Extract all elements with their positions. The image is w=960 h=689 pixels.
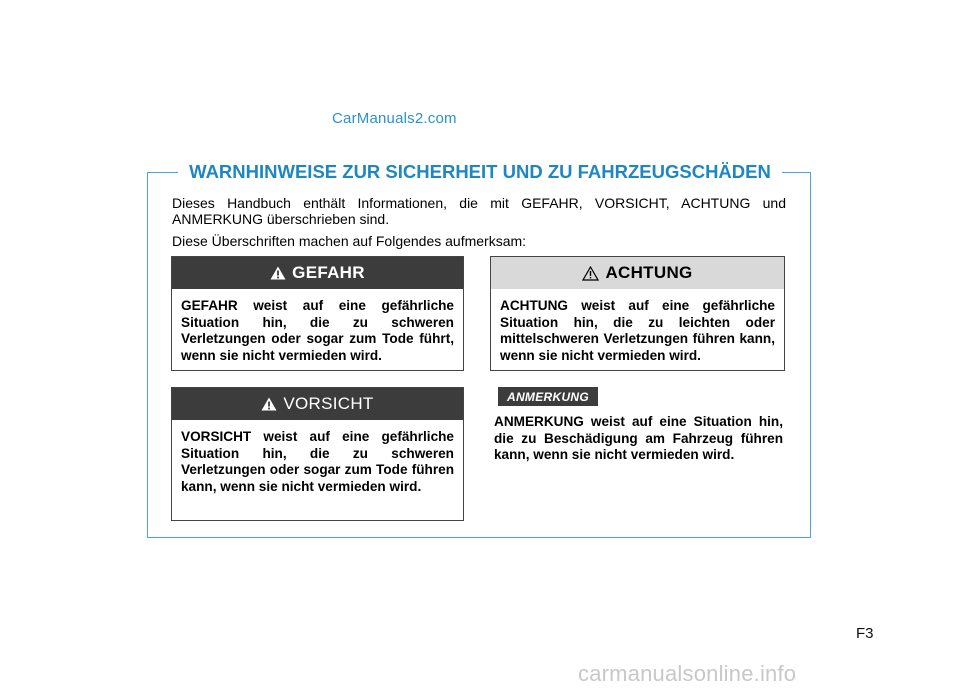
gefahr-box <box>171 256 464 371</box>
page-number: F3 <box>856 625 874 642</box>
vorsicht-label: VORSICHT <box>283 394 374 413</box>
anmerkung-badge: ANMERKUNG <box>498 387 598 406</box>
warning-triangle-filled-icon <box>261 397 277 411</box>
achtung-header <box>491 257 784 289</box>
vorsicht-box <box>171 387 464 521</box>
achtung-box <box>490 256 785 371</box>
watermark-bottom: carmanualsonline.info <box>578 661 797 686</box>
gefahr-text: GEFAHR weist auf eine gefährliche Situation hin, die zu schweren Verletzungen oder sogar zum Tode führt, wenn sie nicht vermieden wird. <box>181 298 454 363</box>
warning-triangle-filled-icon <box>270 266 286 280</box>
intro-text <box>172 195 786 255</box>
gefahr-header <box>172 257 463 289</box>
section-title: WARNHINWEISE ZUR SICHERHEIT UND ZU FAHRZEUGSCHÄDEN <box>178 157 782 187</box>
watermark-top: CarManuals2.com <box>332 110 457 127</box>
achtung-label: ACHTUNG <box>605 263 693 282</box>
gefahr-label: GEFAHR <box>292 263 365 282</box>
achtung-text: ACHTUNG weist auf eine gefährliche Situation hin, die zu leichten oder mittelschweren Verletzungen führen kann, wenn sie nicht vermieden wird. <box>500 298 775 363</box>
anmerkung-text: ANMERKUNG weist auf eine Situation hin, die zu Beschädigung am Fahrzeug führen kann, wenn sie nicht vermieden wird. <box>494 414 783 462</box>
vorsicht-header <box>172 388 463 420</box>
intro-line-1: Dieses Handbuch enthält Informationen, die mit GEFAHR, VORSICHT, ACHTUNG und ANMERKUNG überschrieben sind. <box>172 195 786 227</box>
intro-line-2: Diese Überschriften machen auf Folgendes aufmerksam: <box>172 233 527 249</box>
warning-triangle-outline-icon <box>582 266 599 281</box>
vorsicht-text: VORSICHT weist auf eine gefährliche Situation hin, die zu schweren Verletzungen oder sogar zum Tode führen kann, wenn sie nicht vermieden wird. <box>181 429 454 494</box>
